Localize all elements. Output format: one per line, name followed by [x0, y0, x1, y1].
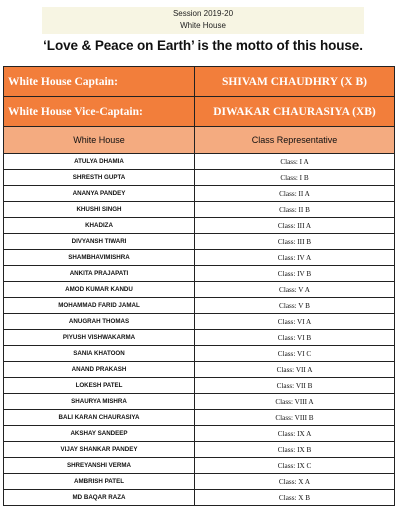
- table-row: [4, 186, 395, 202]
- representative-class: Class: VIII B: [195, 410, 395, 426]
- representative-name: SHREYANSHI VERMA: [4, 458, 195, 474]
- table-row: [4, 250, 395, 266]
- table-row: [4, 346, 395, 362]
- table-row: [4, 394, 395, 410]
- representative-class: Class: IV B: [195, 266, 395, 282]
- representative-name: PIYUSH VISHWAKARMA: [4, 330, 195, 346]
- representative-class: Class: II B: [195, 202, 395, 218]
- table-row: [4, 298, 395, 314]
- table-row: [4, 234, 395, 250]
- representative-class: Class: III B: [195, 234, 395, 250]
- representative-name: AKSHAY SANDEEP: [4, 426, 195, 442]
- representative-name: LOKESH PATEL: [4, 378, 195, 394]
- table-row: [4, 474, 395, 490]
- representative-name: ANKITA PRAJAPATI: [4, 266, 195, 282]
- representative-class: Class: VI C: [195, 346, 395, 362]
- captain-row: [4, 67, 395, 97]
- representative-name: KHUSHI SINGH: [4, 202, 195, 218]
- table-row: [4, 330, 395, 346]
- representative-name: AMOD KUMAR KANDU: [4, 282, 195, 298]
- representative-class: Class: VI A: [195, 314, 395, 330]
- vice-captain-name: DIWAKAR CHAURASIYA (XB): [195, 97, 395, 127]
- session-box: [42, 7, 364, 34]
- table-row: [4, 154, 395, 170]
- table-header-row: [4, 127, 395, 154]
- representative-class: Class: VI B: [195, 330, 395, 346]
- column-header-house: White House: [4, 127, 195, 154]
- table-row: [4, 202, 395, 218]
- representative-class: Class: II A: [195, 186, 395, 202]
- vice-captain-row: [4, 97, 395, 127]
- captain-label: White House Captain:: [4, 67, 195, 97]
- table-row: [4, 170, 395, 186]
- session-house: White House: [180, 21, 226, 30]
- representative-name: SHAURYA MISHRA: [4, 394, 195, 410]
- representative-name: SANIA KHATOON: [4, 346, 195, 362]
- table-row: [4, 314, 395, 330]
- representative-name: SHAMBHAVIMISHRA: [4, 250, 195, 266]
- representative-class: Class: V A: [195, 282, 395, 298]
- table-row: [4, 378, 395, 394]
- representative-name: BALI KARAN CHAURASIYA: [4, 410, 195, 426]
- table-row: [4, 218, 395, 234]
- representative-class: Class: VII B: [195, 378, 395, 394]
- representative-class: Class: IX A: [195, 426, 395, 442]
- representative-class: Class: X A: [195, 474, 395, 490]
- representative-class: Class: VII A: [195, 362, 395, 378]
- representative-name: MOHAMMAD FARID JAMAL: [4, 298, 195, 314]
- table-row: [4, 490, 395, 506]
- table-row: [4, 266, 395, 282]
- representative-class: Class: IX C: [195, 458, 395, 474]
- house-motto: ‘Love & Peace on Earth’ is the motto of this house.: [43, 38, 363, 53]
- representative-class: Class: X B: [195, 490, 395, 506]
- vice-captain-label: White House Vice-Captain:: [4, 97, 195, 127]
- representative-name: VIJAY SHANKAR PANDEY: [4, 442, 195, 458]
- session-year: Session 2019-20: [172, 9, 234, 18]
- representative-name: ANUGRAH THOMAS: [4, 314, 195, 330]
- representative-name: ATULYA DHAMIA: [4, 154, 195, 170]
- table-row: [4, 458, 395, 474]
- table-row: [4, 282, 395, 298]
- representative-class: Class: I A: [195, 154, 395, 170]
- representative-class: Class: IV A: [195, 250, 395, 266]
- representative-name: AMBRISH PATEL: [4, 474, 195, 490]
- representative-class: Class: III A: [195, 218, 395, 234]
- representative-name: ANAND PRAKASH: [4, 362, 195, 378]
- representative-class: Class: I B: [195, 170, 395, 186]
- table-row: [4, 362, 395, 378]
- representative-name: KHADIZA: [4, 218, 195, 234]
- representative-class: Class: IX B: [195, 442, 395, 458]
- house-table: [3, 66, 395, 506]
- representative-class: Class: V B: [195, 298, 395, 314]
- table-row: [4, 426, 395, 442]
- representative-name: DIVYANSH TIWARI: [4, 234, 195, 250]
- representative-name: ANANYA PANDEY: [4, 186, 195, 202]
- table-row: [4, 410, 395, 426]
- representative-name: MD BAQAR RAZA: [4, 490, 195, 506]
- captain-name: SHIVAM CHAUDHRY (X B): [195, 67, 395, 97]
- representative-class: Class: VIII A: [195, 394, 395, 410]
- table-row: [4, 442, 395, 458]
- column-header-class: Class Representative: [195, 127, 395, 154]
- representative-name: SHRESTH GUPTA: [4, 170, 195, 186]
